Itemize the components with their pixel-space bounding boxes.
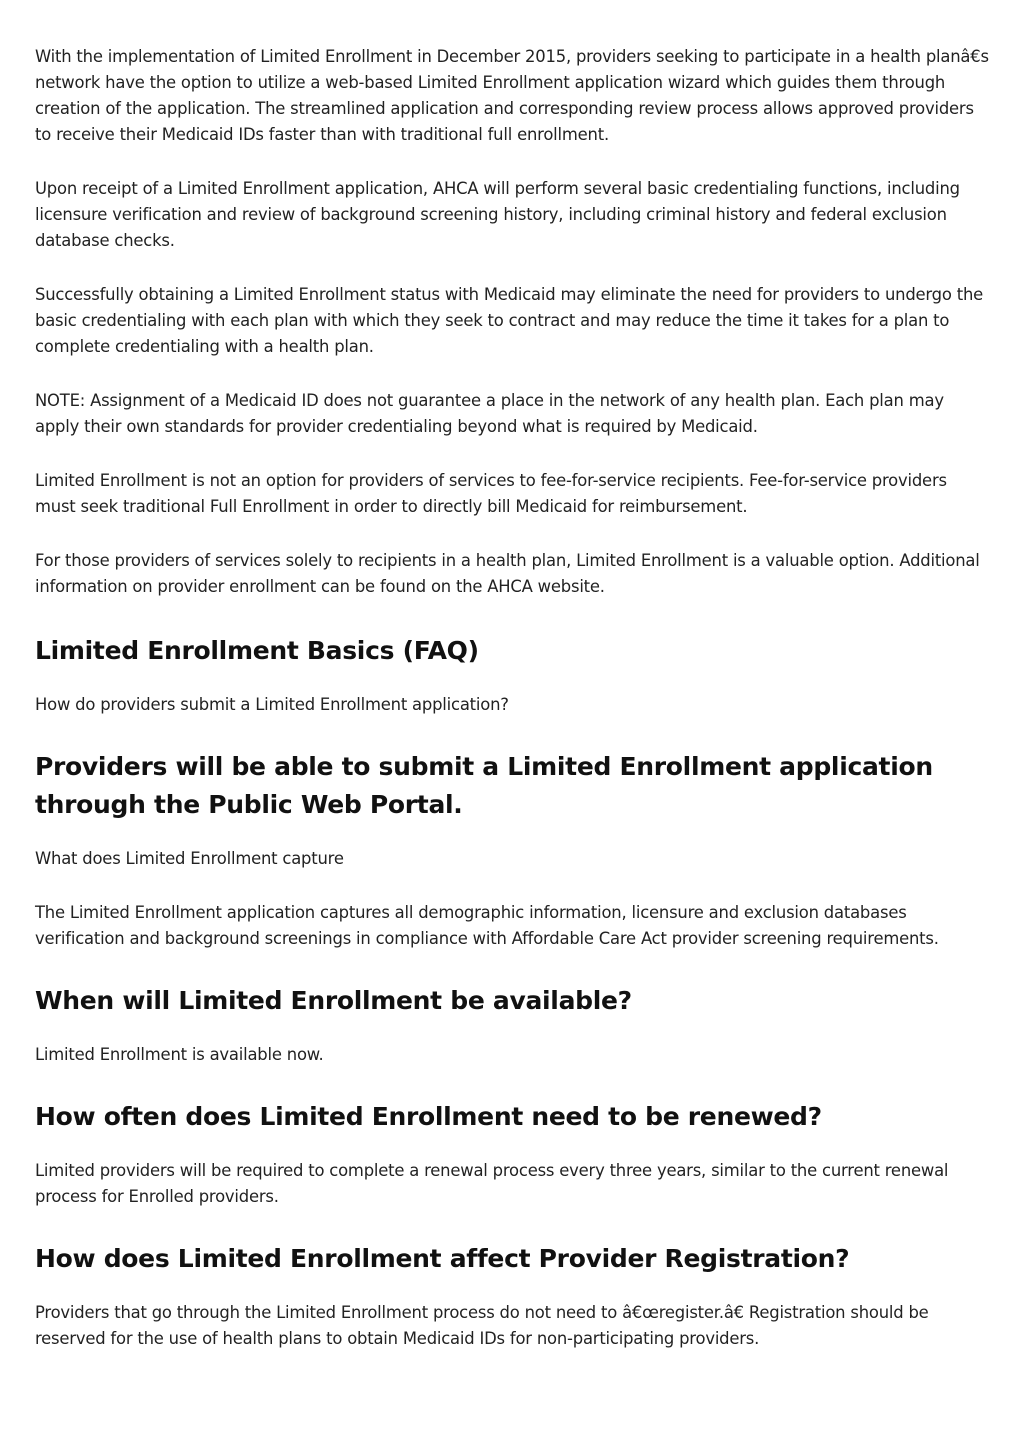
renewal-heading: How often does Limited Enrollment need to be renewed? <box>35 1102 822 1131</box>
fee-for-service-paragraph: Limited Enrollment is not an option for providers of services to fee-for-service recipients. Fee-for-service providers must seek traditional Full Enrollment in order to directly bill Medicaid for reimbursement. <box>35 471 947 516</box>
valuable-option-paragraph: For those providers of services solely to recipients in a health plan, Limited Enrollment is a valuable option. Additional information on provider enrollment can be found on the AHCA website. <box>35 551 980 596</box>
answer-renewal: Limited providers will be required to complete a renewal process every three years, similar to the current renewal process for Enrolled providers. <box>35 1161 949 1206</box>
availability-heading: When will Limited Enrollment be available? <box>35 986 632 1015</box>
answer-submit-heading: Providers will be able to submit a Limited Enrollment application through the Public Web Portal. <box>35 752 933 819</box>
answer-capture: The Limited Enrollment application captures all demographic information, licensure and exclusion databases verification and background screenings in compliance with Affordable Care Act provider screening requirements. <box>35 903 939 948</box>
faq-heading: Limited Enrollment Basics (FAQ) <box>35 636 479 665</box>
question-submit: How do providers submit a Limited Enrollment application? <box>35 695 509 714</box>
answer-availability: Limited Enrollment is available now. <box>35 1045 324 1064</box>
question-capture: What does Limited Enrollment capture <box>35 849 344 868</box>
success-paragraph: Successfully obtaining a Limited Enrollment status with Medicaid may eliminate the need for providers to undergo the basic credentialing with each plan with which they seek to contract and may reduce the time it takes for a plan to complete credentialing with a health plan. <box>35 285 984 356</box>
answer-registration: Providers that go through the Limited Enrollment process do not need to â€œregister.â€ Registration should be reserved for the use of health plans to obtain Medicaid IDs for non-participating providers. <box>35 1303 929 1348</box>
note-paragraph: NOTE: Assignment of a Medicaid ID does not guarantee a place in the network of any health plan. Each plan may apply their own standards for provider credentialing beyond what is required by Medicaid. <box>35 391 944 436</box>
receipt-paragraph: Upon receipt of a Limited Enrollment application, AHCA will perform several basic credentialing functions, including licensure verification and review of background screening history, including criminal history and federal exclusion database checks. <box>35 179 960 250</box>
registration-heading: How does Limited Enrollment affect Provider Registration? <box>35 1244 850 1273</box>
intro-paragraph: With the implementation of Limited Enrollment in December 2015, providers seeking to participate in a health planâ€s network have the option to utilize a web-based Limited Enrollment application wizard which guides them through creation of the application. The streamlined application and corresponding review process allows approved providers to receive their Medicaid IDs faster than with traditional full enrollment. <box>35 47 989 144</box>
